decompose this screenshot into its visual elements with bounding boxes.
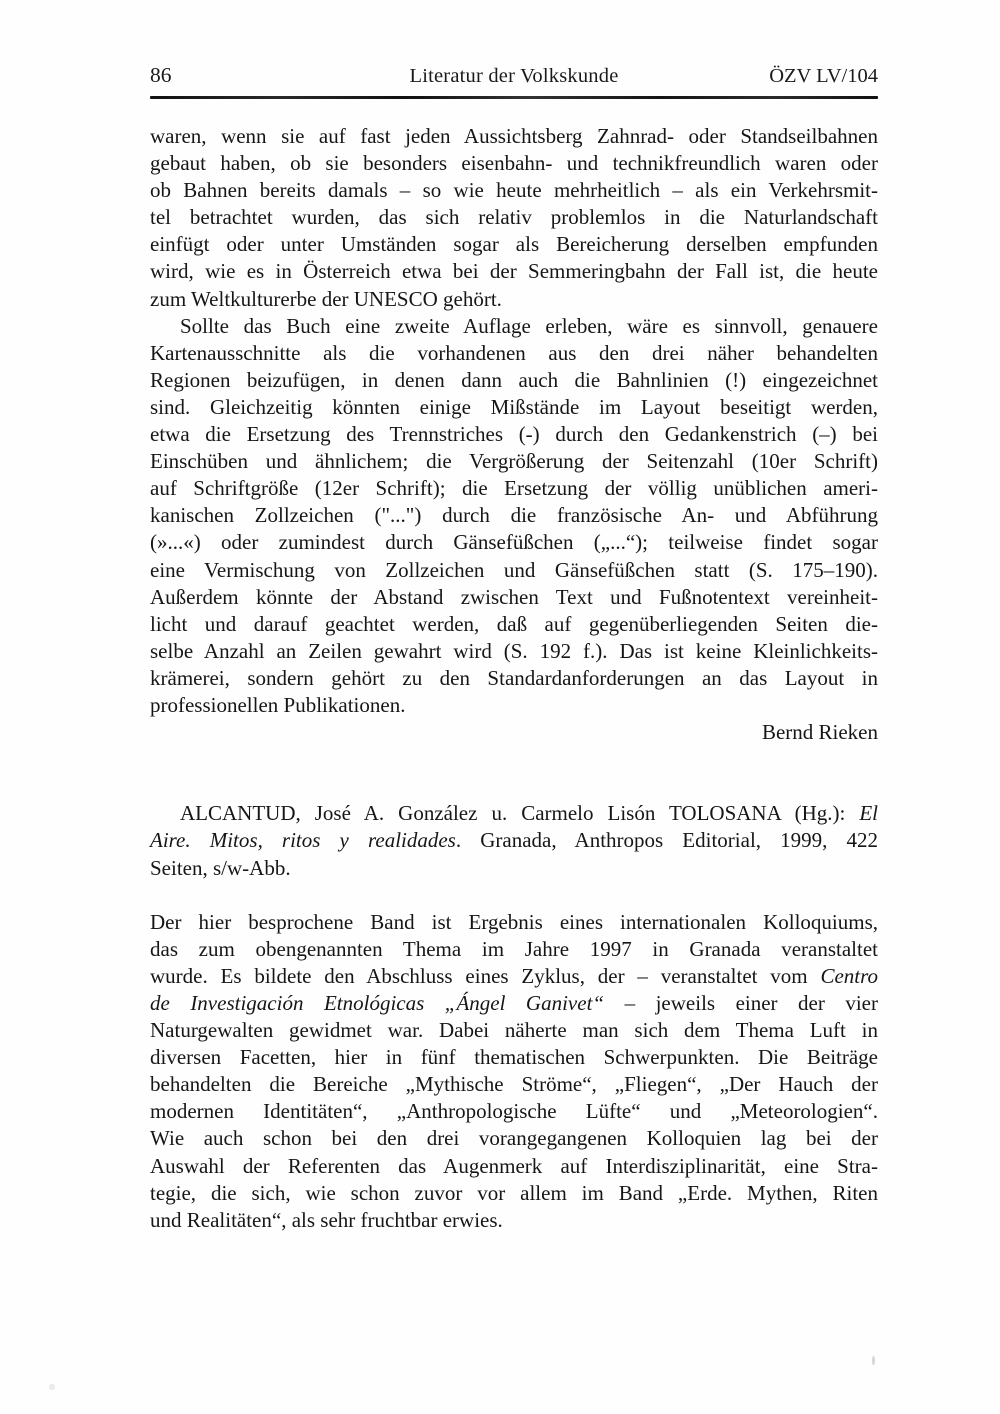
text-line: Außerdem könnte der Abstand zwischen Text und Fußnotentext vereinheit- xyxy=(150,584,878,609)
text-line: zum Weltkulturerbe der UNESCO gehört. xyxy=(150,286,502,311)
text-line: wurde. Es bildete den Abschluss eines Zyklus, der – veranstaltet vom Centro xyxy=(150,963,878,988)
spacer-line xyxy=(150,746,878,773)
running-title: Literatur der Volkskunde xyxy=(409,65,619,87)
text-line: Wie auch schon bei den drei vorangegangenen Kolloquien lag bei der xyxy=(150,1126,878,1151)
text-line: und Realitäten“, als sehr fruchtbar erwies. xyxy=(150,1207,503,1232)
text-line: Sollte das Buch eine zweite Auflage erleben, wäre es sinnvoll, genauere xyxy=(180,313,878,338)
text-line: Auswahl der Referenten das Augenmerk auf Interdisziplinarität, eine Stra- xyxy=(150,1153,878,1178)
text-line: sind. Gleichzeitig könnten einige Mißstände im Layout beseitigt werden, xyxy=(150,394,878,419)
text-line: krämerei, sondern gehört zu den Standardanforderungen an das Layout in xyxy=(150,665,878,690)
text-line: (»...«) oder zumindest durch Gänsefüßchen („...“); teilweise findet sogar xyxy=(150,530,878,555)
text-line: waren, wenn sie auf fast jeden Aussichtsberg Zahnrad- oder Standseilbahnen xyxy=(150,124,878,148)
text-line: Aire. Mitos, ritos y realidades. Granada, Anthropos Editorial, 1999, 422 xyxy=(150,828,879,853)
review1-second-paragraph xyxy=(150,313,878,719)
text-line: kanischen Zollzeichen ("...") durch die französische An- und Abführung xyxy=(150,503,878,528)
text-line: licht und darauf geachtet werden, daß auf gegenüberliegenden Seiten die- xyxy=(150,611,878,636)
spacer-line xyxy=(150,882,878,909)
page-header xyxy=(150,62,878,89)
text-line: Regionen beizufügen, in denen dann auch die Bahnlinien (!) eingezeichnet xyxy=(150,367,878,392)
text-line: diversen Facetten, hier in fünf thematischen Schwerpunkten. Die Beiträge xyxy=(150,1045,878,1070)
text-line: eine Vermischung von Zollzeichen und Gänsefüßchen statt (S. 175–190). xyxy=(150,557,878,582)
text-line: behandelten die Bereiche „Mythische Ströme“, „Fliegen“, „Der Hauch der xyxy=(150,1072,878,1097)
scan-artifact xyxy=(872,1356,875,1365)
review2-bibliography xyxy=(150,800,878,881)
italic-segment: Centro xyxy=(820,963,878,988)
text-line: Seiten, s/w-Abb. xyxy=(150,855,291,880)
italic-segment: de Investigación Etnológicas „Ángel Ganivet“ xyxy=(150,991,605,1015)
header-rule xyxy=(150,96,878,99)
text-line: modernen Identitäten“, „Anthropologische Lüfte“ und „Meteorologien“. xyxy=(150,1099,878,1124)
text-line: Naturgewalten gewidmet war. Dabei näherte man sich dem Thema Luft in xyxy=(150,1018,878,1043)
text-line: professionellen Publikationen. xyxy=(150,692,406,717)
text-line: de Investigación Etnológicas „Ángel Ganivet“ – jeweils einer der vier xyxy=(150,991,878,1015)
review2-paragraph xyxy=(150,909,878,1234)
italic-segment: Aire. Mitos, ritos y realidades xyxy=(150,828,456,853)
text-line: ALCANTUD, José A. González u. Carmelo Lisón TOLOSANA (Hg.): El xyxy=(180,801,878,826)
text-line: Kartenausschnitte als die vorhandenen aus den drei näher behandelten xyxy=(150,340,878,365)
text-line: gebaut haben, ob sie besonders eisenbahn- und technikfreundlich waren oder xyxy=(150,151,878,176)
page-number: 86 xyxy=(150,63,172,87)
review1-continuation-paragraph xyxy=(150,123,878,313)
text-line: selbe Anzahl an Zeilen gewahrt wird (S. 192 f.). Das ist keine Kleinlichkeits- xyxy=(150,638,878,663)
text-line: Einschüben und ähnlichem; die Vergrößerung der Seitenzahl (10er Schrift) xyxy=(150,449,878,474)
text-line: das zum obengenannten Thema im Jahre 1997 in Granada veranstaltet xyxy=(150,936,878,961)
text-column xyxy=(150,62,878,1234)
spacer-line xyxy=(150,773,878,800)
text-line: einfügt oder unter Umständen sogar als Bereicherung derselben empfunden xyxy=(150,232,878,257)
scan-artifact xyxy=(49,1384,55,1390)
review1-signature xyxy=(150,719,878,746)
text-line: tel betrachtet wurden, das sich relativ problemlos in die Naturlandschaft xyxy=(150,205,878,230)
text-line: Der hier besprochene Band ist Ergebnis eines internationalen Kolloquiums, xyxy=(150,909,878,934)
italic-segment: El xyxy=(859,801,878,826)
text-line: ob Bahnen bereits damals – so wie heute mehrheitlich – als ein Verkehrsmit- xyxy=(150,178,878,203)
text-line: auf Schriftgröße (12er Schrift); die Ersetzung der völlig unüblichen ameri- xyxy=(150,476,878,501)
text-line: wird, wie es in Österreich etwa bei der Semmeringbahn der Fall ist, die heute xyxy=(150,259,878,284)
text-line: tegie, die sich, wie schon zuvor vor allem im Band „Erde. Mythen, Riten xyxy=(150,1180,878,1205)
issue-reference: ÖZV LV/104 xyxy=(769,65,878,87)
text-line: Bernd Rieken xyxy=(761,720,878,745)
text-line: etwa die Ersetzung des Trennstriches (-) durch den Gedankenstrich (–) bei xyxy=(150,422,878,447)
text-body xyxy=(150,123,878,1234)
